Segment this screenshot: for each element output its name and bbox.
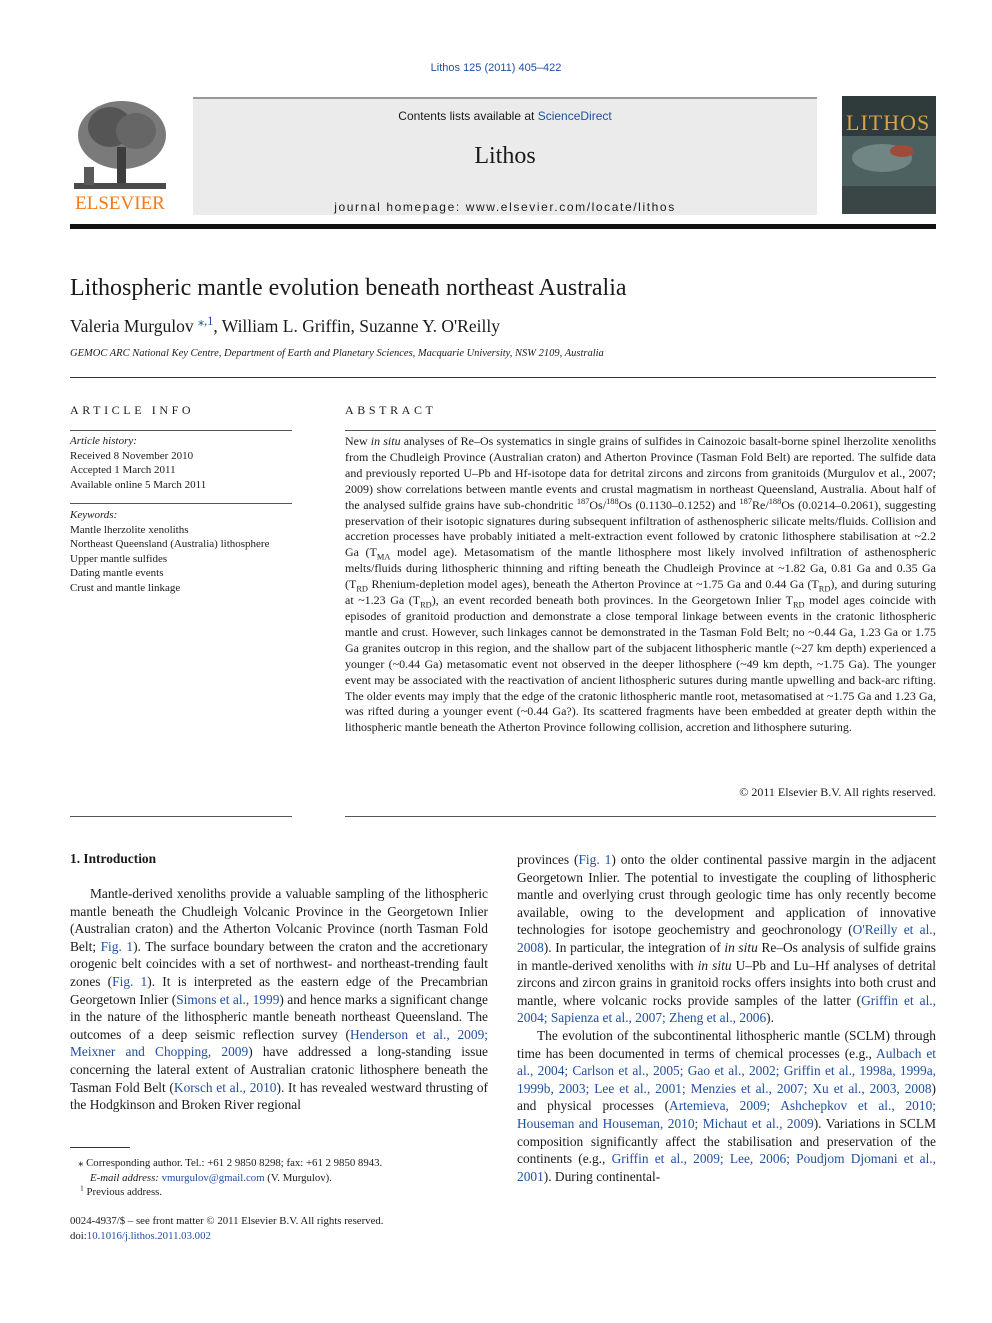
homepage-prefix: journal homepage: [334, 200, 466, 214]
section-heading-introduction: 1. Introduction [70, 851, 157, 866]
abstract-rule [345, 430, 936, 431]
other-authors: , William L. Griffin, Suzanne Y. O'Reilly [213, 316, 500, 336]
header-rule [70, 224, 936, 229]
homepage-url[interactable]: www.elsevier.com/locate/lithos [465, 200, 676, 214]
citation-link[interactable]: Griffin et al., 2004; Sapienza et al., 2007; Zheng et al., 2006 [517, 992, 936, 1026]
cover-title: LITHOS [846, 110, 931, 135]
article-info-end-rule [70, 816, 292, 817]
article-history [70, 434, 292, 492]
homepage-line [193, 200, 817, 214]
citation-link[interactable]: Henderson et al., 2009; Meixner and Chopping, 2009 [70, 1026, 488, 1060]
article-info-heading: ARTICLE INFO [70, 403, 195, 417]
article-title: Lithospheric mantle evolution beneath northeast Australia [70, 275, 627, 301]
journal-banner [193, 97, 817, 215]
abstract-end-rule [345, 816, 936, 817]
history-received: Received 8 November 2010 [70, 449, 194, 462]
history-online: Available online 5 March 2011 [70, 478, 207, 491]
footnote-rule [70, 1147, 130, 1148]
keyword: Crust and mantle linkage [70, 581, 181, 594]
footnote-email: E-mail address: vmurgulov@gmail.com (V. Murgulov). [90, 1171, 332, 1184]
intro-paragraph-1: Mantle-derived xenoliths provide a valuable sampling of the lithospheric mantle beneath the Chudleigh Volcanic Province in the Georgetown Inlier (Australian craton) and the Atherton Volcanic Province (north Tasman Fold Belt; Fig. 1). The surface boundary between the craton and the accretionary orogenic belt coincides with a set of northwest- and northeast-trending fault zones (Fig. 1). It is interpreted as the eastern edge of the Precambrian Georgetown Inlier (Simons et al., 1999) and hence marks a significant change in the nature of the lithospheric mantle beneath northeast Queensland. The outcomes of a deep seismic reflection survey (Henderson et al., 2009; Meixner and Chopping, 2009) have addressed a long-standing issue concerning the lateral extent of Australian cratonic lithosphere beneath the Tasman Fold Belt (Korsch et al., 2010). It has revealed westward thrusting of the Hodgkinson and Broken River regional [70, 886, 489, 1113]
citation-link[interactable]: Artemieva, 2009; Ashchepkov et al., 2010; Houseman and Houseman, 2010; Michaut et al., 2009 [517, 1098, 936, 1131]
keywords-rule [70, 503, 292, 504]
doi-line: doi:10.1016/j.lithos.2011.03.002 [70, 1229, 211, 1242]
history-label: Article history: [70, 435, 137, 447]
contents-prefix: Contents lists available at [398, 109, 538, 123]
affiliation: GEMOC ARC National Key Centre, Department of Earth and Planetary Sciences, Macquarie University, NSW 2109, Australia [70, 348, 604, 359]
keywords [70, 508, 292, 596]
journal-name: Lithos [474, 143, 536, 169]
citation-link[interactable]: Korsch et al., 2010 [173, 1079, 277, 1095]
citation-link[interactable]: Simons et al., 1999 [176, 991, 280, 1007]
doi-link[interactable]: 10.1016/j.lithos.2011.03.002 [86, 1229, 211, 1242]
history-accepted: Accepted 1 March 2011 [70, 464, 176, 477]
contents-line [193, 109, 817, 123]
intro-column-2 [517, 851, 936, 1185]
copyright-notice: © 2011 Elsevier B.V. All rights reserved. [739, 785, 936, 799]
abstract-body: New in situ analyses of Re–Os systematics in single grains of sulfides in Cainozoic basalt-borne spinel lherzolite xenoliths from the Chudleigh Province (Australian craton) and Atherton Province (Tasman Fold Belt) are reported. The sulfide data and previously reported U–Pb and Hf-isotope data for detrital zircons and zircons from granitoids (Murgulov et al., 2007; 2009) show correlations between mantle events and crustal magmatism in northeast Queensland, Australia. About half of the analysed sulfide grains have sub-chondritic $^{187}$Os/$^{188}$Os (0.1130–0.1252) and $^{187}$Re/$^{188}$Os (0.0214–0.2061), suggesting preservation of their isotopic signatures during subsequent infiltration of asthenospheric silicate melts/fluids. Collision and accretion processes have probably initiated a melt-extraction event followed by cratonic lithosphere stabilisation at ~2.2 Ga ($T_{MA}$ model age). Metasomatism of the mantle lithosphere most likely involved infiltration of asthenospheric melts/fluids during lithospheric thinning and rifting beneath the Chudleigh Province at ~1.82 Ga, 0.81 Ga and 0.35 Ga ($T_{RD}$ Rhenium-depletion model ages), beneath the Atherton Province at ~1.75 Ga and 0.44 Ga $(T_{RD})$, and during suturing at ~1.23 Ga $(T_{RD})$, an event recorded beneath both provinces. In the Georgetown Inlier $T_{RD}$ model ages coincide with episodes of granitoid production and demonstrate a close temporal linkage between events in the cratonic lithospheric mantle and crust. However, such linkages cannot be demonstrated in the Tasman Fold Belt; no ~0.44 Ga, 1.23 Ga or 1.75 Ga granites outcrop in this region, and the shallow part of the subjacent lithospheric mantle (~27 km depth) experienced a younger (~0.44 Ga) metasomatic event not observed in the deeper lithosphere (~49 km depth, ~1.75 Ga). The younger event may be associated with the reactivation of ancient lithospheric sutures during mantle upwelling and back-arc rifting. The older events may imply that the edge of the cratonic lithospheric mantle root, metasomatised at ~1.75 Ga and 1.23 Ga, was rifted during a younger event (~0.44 Ga?). Its scattered fragments have been embedded at greater depth within the lithospheric mantle beneath the Atherton Province following collision, accretion and lithosphere suturing. [345, 434, 937, 735]
article-info-rule [70, 430, 292, 431]
intro-paragraph-1-cont: provinces (Fig. 1) onto the older continental passive margin in the adjacent Georgetown Inlier. The potential to investigate the coupling of lithospheric mantle and overlying crust through geologic time has only recently become available, owing to the development and application of innovative technologies for isotope geochemistry and geochronology (O'Reilly et al., 2008). In particular, the integration of in situ Re–Os analysis of sulfide grains in mantle-derived xenoliths with in situ U–Pb and Lu–Hf analyses of detrital zircons and zircon grains in granitoid rocks offers insights into both crust and mantle, where volcanic rocks provide samples of the latter (Griffin et al., 2004; Sapienza et al., 2007; Zheng et al., 2006). [517, 852, 936, 1026]
keyword: Mantle lherzolite xenoliths [70, 523, 189, 536]
citation-link[interactable]: O'Reilly et al., 2008 [517, 922, 936, 955]
footnote-previous-address: $^1$ Previous address. [80, 1183, 163, 1199]
keywords-label: Keywords: [70, 509, 118, 521]
fig-ref[interactable]: Fig. 1 [112, 973, 148, 989]
issn-block [70, 1214, 490, 1243]
keyword: Upper mantle sulfides [70, 552, 168, 565]
citation-link[interactable]: Griffin et al., 2009; Lee, 2006; Poudjom Djomani et al., 2001 [517, 1151, 936, 1184]
keyword: Dating mantle events [70, 567, 164, 580]
footnotes [70, 1156, 490, 1200]
journal-citation-link[interactable]: Lithos 125 (2011) 405–422 [430, 62, 562, 74]
author-murgulov: Valeria Murgulov [70, 316, 194, 336]
author-list [70, 316, 500, 337]
title-rule [70, 377, 936, 378]
issn-line: 0024-4937/$ – see front matter © 2011 Elsevier B.V. All rights reserved. [70, 1215, 384, 1227]
fig-ref[interactable]: Fig. 1 [578, 852, 612, 867]
keyword: Northeast Queensland (Australia) lithosphere [70, 538, 270, 551]
journal-cover-image [842, 96, 936, 214]
abstract-heading: ABSTRACT [345, 403, 437, 417]
fig-ref[interactable]: Fig. 1 [100, 938, 134, 954]
email-link[interactable]: vmurgulov@gmail.com [161, 1171, 265, 1184]
author-footnote-marks[interactable]: ⁎,1 [198, 314, 214, 329]
intro-paragraph-2: The evolution of the subcontinental lithospheric mantle (SCLM) through time has been documented in terms of chemical processes (e.g., Aulbach et al., 2004; Carlson et al., 2005; Gao et al., 2002; Griffin et al., 1998a, 1999a, 1999b, 2003; Lee et al., 2001; Menzies et al., 2007; Xu et al., 2003, 2008) and physical processes (Artemieva, 2009; Ashchepkov et al., 2010; Houseman and Houseman, 2010; Michaut et al., 2009). Variations in SCLM composition significantly affect the stabilisation and preservation of the continents (e.g., Griffin et al., 2009; Lee, 2006; Poudjom Djomani et al., 2001). During continental- [517, 1027, 936, 1184]
sciencedirect-link[interactable]: ScienceDirect [537, 109, 612, 123]
citation-link[interactable]: Aulbach et al., 2004; Carlson et al., 2005; Gao et al., 2002; Griffin et al., 1998a, 1999a, 1999b, 2003; Lee et al., 2001; Menzies et al., 2007; Xu et al., 2003, 2008 [517, 1045, 936, 1096]
elsevier-logo [70, 97, 170, 213]
footnote-corresponding: ⁎ Corresponding author. Tel.: +61 2 9850 8298; fax: +61 2 9850 8943. [78, 1157, 383, 1169]
elsevier-wordmark: ELSEVIER [75, 193, 165, 214]
